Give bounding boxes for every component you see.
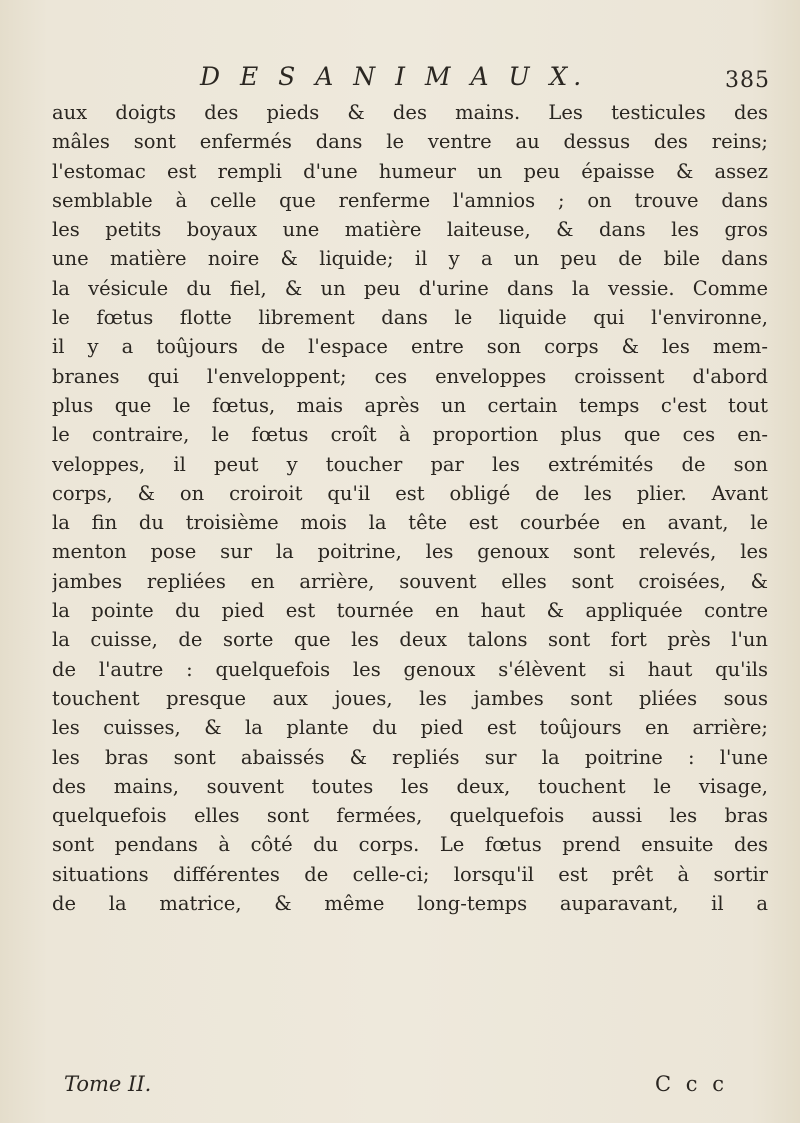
page-footer xyxy=(52,1072,768,1102)
text-line: aux doigts des pieds & des mains. Les testicules des xyxy=(52,101,768,124)
text-line: quelquefois elles sont fermées, quelquefois aussi les bras xyxy=(52,804,768,828)
text-line: veloppes, il peut y toucher par les extrémités de son xyxy=(52,452,768,476)
body-text xyxy=(52,98,768,918)
text-line: les petits boyaux une matière laiteuse, & dans les gros xyxy=(52,218,768,242)
text-line: plus que le fœtus, mais après un certain temps c'est tout xyxy=(52,393,768,417)
text-line: les bras sont abaissés & repliés sur la poitrine : l'une xyxy=(52,745,768,769)
text-line: touchent presque aux joues, les jambes sont pliées sous xyxy=(52,686,768,710)
text-line: la fin du troisième mois la tête est courbée en avant, le xyxy=(52,511,768,535)
text-line: l'estomac est rempli d'une humeur un peu épaisse & assez xyxy=(52,159,768,183)
text-line: une matière noire & liquide; il y a un peu de bile dans xyxy=(52,247,768,271)
text-line: des mains, souvent toutes les deux, touchent le visage, xyxy=(52,774,768,798)
text-line: branes qui l'enveloppent; ces enveloppes croissent d'abord xyxy=(52,364,768,388)
text-line: la pointe du pied est tournée en haut & appliquée contre xyxy=(52,599,768,623)
text-line: la vésicule du fiel, & un peu d'urine dans la vessie. Comme xyxy=(52,276,768,300)
text-line: la cuisse, de sorte que les deux talons sont fort près l'un xyxy=(52,628,768,652)
signature-mark: C c c xyxy=(655,1072,728,1096)
text-line: situations différentes de celle-ci; lorsqu'il est prêt à sortir xyxy=(52,862,768,886)
text-line: de l'autre : quelquefois les genoux s'élèvent si haut qu'ils xyxy=(52,657,768,681)
page-number: 385 xyxy=(725,68,770,93)
text-line: il y a toûjours de l'espace entre son corps & les mem- xyxy=(52,335,768,359)
text-line: corps, & on croiroit qu'il est obligé de les plier. Avant xyxy=(52,481,768,505)
volume-label: Tome II. xyxy=(64,1072,152,1096)
running-title: D E S A N I M A U X. xyxy=(200,62,588,91)
text-line: semblable à celle que renferme l'amnios ; on trouve dans xyxy=(52,188,768,212)
text-line: menton pose sur la poitrine, les genoux sont relevés, les xyxy=(52,540,768,564)
text-line: de la matrice, & même long-temps auparavant, il a xyxy=(52,892,768,916)
text-line: sont pendans à côté du corps. Le fœtus prend ensuite des xyxy=(52,833,768,857)
text-line: jambes repliées en arrière, souvent elles sont croisées, & xyxy=(52,569,768,593)
page-header xyxy=(200,62,770,102)
text-line: les cuisses, & la plante du pied est toûjours en arrière; xyxy=(52,716,768,740)
text-line: mâles sont enfermés dans le ventre au dessus des reins; xyxy=(52,130,768,154)
text-line: le fœtus flotte librement dans le liquide qui l'environne, xyxy=(52,306,768,330)
text-line: le contraire, le fœtus croît à proportion plus que ces en- xyxy=(52,423,768,447)
